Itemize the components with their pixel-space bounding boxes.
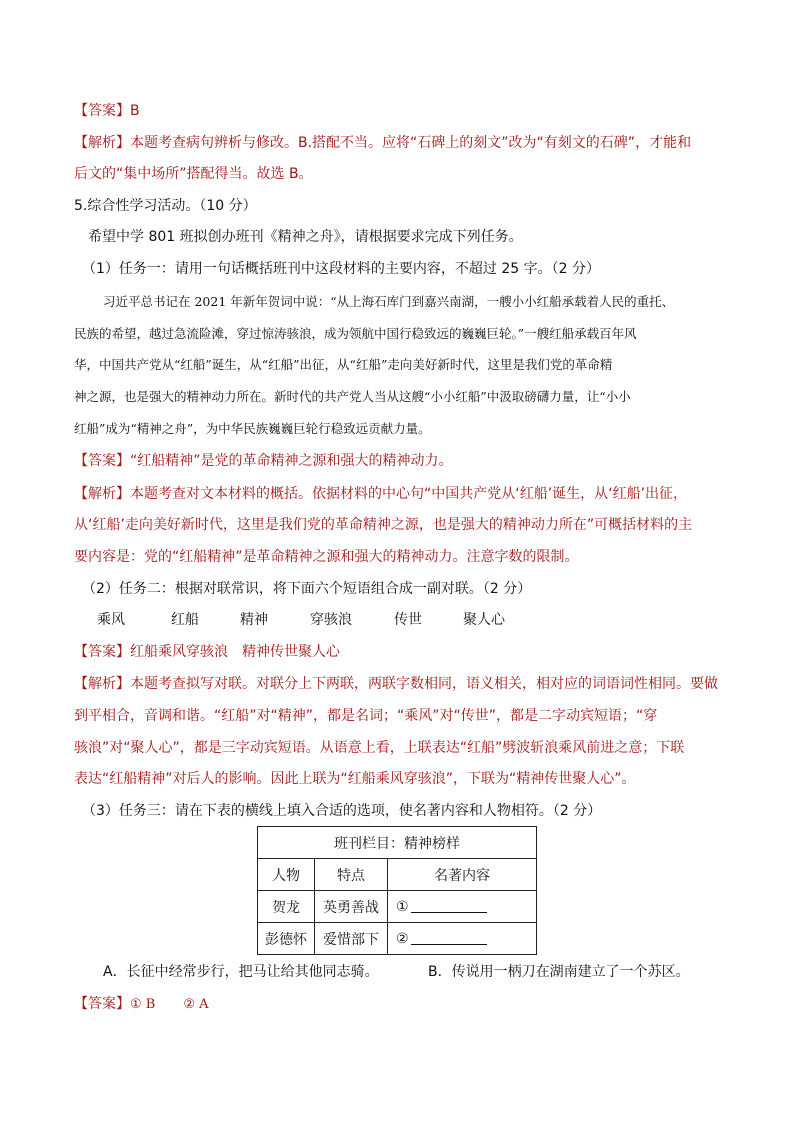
table-cell-content bbox=[388, 923, 537, 955]
phrase-item: 传世 bbox=[394, 612, 422, 628]
phrase-item: 乘风 bbox=[97, 612, 125, 628]
phrase-item: 精神 bbox=[240, 612, 268, 628]
analysis-label: 【解析】 bbox=[74, 486, 130, 502]
answer-text: B bbox=[130, 103, 140, 119]
option-b: B．传说用一柄刀在湖南建立了一个苏区。 bbox=[428, 964, 690, 980]
phrase-item: 聚人心 bbox=[463, 612, 505, 628]
table-cell-content bbox=[388, 891, 537, 923]
task-1-prompt: （1）任务一：请用一句话概括班刊中这段材料的主要内容，不超过 25 字。（2 分） bbox=[82, 261, 600, 277]
material-line-4: 神之源，也是强大的精神动力所在。新时代的共产党人当从这艘“小小红船”中汲取磅礴力量，让“小小 bbox=[74, 389, 631, 404]
question-5-intro: 希望中学 801 班拟创办班刊《精神之舟》，请根据要求完成下列任务。 bbox=[88, 229, 523, 245]
analysis-3-line-2: 到平相合，音调和谐。“红船”对“精神”，都是名词；“乘风”对“传世”，都是二字动宾短语；“穿 bbox=[74, 708, 658, 724]
answer-label: 【答案】 bbox=[74, 996, 130, 1012]
material-line-5: 红船”成为“精神之舟”，为中华民族巍巍巨轮行稳致远贡献力量。 bbox=[74, 421, 431, 436]
table-header-row bbox=[258, 859, 537, 891]
table-cell-trait: 爱惜部下 bbox=[315, 923, 388, 955]
fill-blank-line[interactable] bbox=[411, 898, 487, 913]
material-line-1: 习近平总书记在 2021 年新年贺词中说：“从上海石库门到嘉兴南湖，一艘小小红船承载着人民的重托、 bbox=[103, 294, 675, 309]
task-3-prompt: （3）任务三：请在下表的横线上填入合适的选项，使名著内容和人物相符。（2 分） bbox=[82, 803, 602, 819]
analysis-label: 【解析】 bbox=[74, 676, 130, 692]
task-2-prompt: （2）任务二：根据对联常识，将下面六个短语组合成一副对联。（2 分） bbox=[82, 581, 532, 597]
phrase-item: 红船 bbox=[171, 612, 199, 628]
analysis-text: 本题考查拟写对联。对联分上下两联，两联字数相同，语义相关，相对应的词语词性相同。要做 bbox=[130, 676, 718, 692]
option-a: A．长征中经常步行，把马让给其他同志骑。 bbox=[103, 964, 379, 980]
analysis-text: 本题考查病句辨析与修改。B.搭配不当。应将“石碑上的刻文”改为“有刻文的石碑”，才能和 bbox=[130, 135, 692, 151]
analysis-label: 【解析】 bbox=[74, 135, 130, 151]
answer-text: “红船精神”是党的革命精神之源和强大的精神动力。 bbox=[130, 453, 453, 469]
table-caption: 班刊栏目：精神榜样 bbox=[258, 827, 537, 859]
table-caption-row bbox=[258, 827, 537, 859]
analysis-2-line-2: 从‘红船’走向美好新时代，这里是我们党的革命精神之源，也是强大的精神动力所在”可概括材料的主 bbox=[74, 517, 693, 533]
analysis-3-line-3: 骇浪”对“聚人心”，都是三字动宾短语。从语意上看，上联表达“红船”劈波斩浪乘风前进之意；下联 bbox=[74, 740, 685, 756]
table-cell-person: 贺龙 bbox=[258, 891, 315, 923]
table-row bbox=[258, 891, 537, 923]
table-header-cell: 特点 bbox=[315, 859, 388, 891]
answer-line-4 bbox=[74, 994, 209, 1015]
analysis-3-line-1 bbox=[74, 674, 718, 694]
question-5-title: 5.综合性学习活动。（10 分） bbox=[74, 198, 257, 214]
analysis-3-line-4: 表达“红船精神”对后人的影响。因此上联为“红船乘风穿骇浪”，下联为“精神传世聚人心”。 bbox=[74, 771, 636, 787]
table-header-cell: 名著内容 bbox=[388, 859, 537, 891]
analysis-text: 本题考查对文本材料的概括。依据材料的中心句“中国共产党从‘红船’诞生，从‘红船’出征， bbox=[130, 486, 688, 502]
analysis-2-line-3: 要内容是：党的“红船精神”是革命精神之源和强大的精神动力。注意字数的限制。 bbox=[74, 549, 579, 565]
fill-blank-line[interactable] bbox=[411, 930, 487, 945]
answer-part-1: ① B bbox=[130, 997, 156, 1012]
material-line-2: 民族的希望，越过急流险滩，穿过惊涛骇浪，成为领航中国行稳致远的巍巍巨轮。”一艘红船承载百年风 bbox=[74, 326, 637, 341]
answer-label: 【答案】 bbox=[74, 453, 130, 469]
answer-label: 【答案】 bbox=[74, 644, 130, 660]
phrase-item: 穿骇浪 bbox=[310, 612, 352, 628]
answer-line-2 bbox=[74, 451, 453, 471]
blank-marker: ② bbox=[396, 931, 409, 947]
analysis-1-line-2: 后文的“集中场所”搭配得当。故选 B。 bbox=[74, 166, 313, 182]
table-cell-person: 彭德怀 bbox=[258, 923, 315, 955]
table-header-cell: 人物 bbox=[258, 859, 315, 891]
analysis-2-line-1 bbox=[74, 484, 687, 504]
answer-line-3 bbox=[74, 642, 340, 662]
material-line-3: 华，中国共产党从“红船”诞生，从“红船”出征，从“红船”走向美好新时代，这里是我们党的革命精 bbox=[74, 357, 613, 372]
analysis-1-line-1 bbox=[74, 133, 691, 153]
answer-line-1 bbox=[74, 101, 140, 121]
answer-text: 红船乘风穿骇浪 精神传世聚人心 bbox=[130, 644, 340, 660]
answer-part-2: ② A bbox=[183, 997, 209, 1012]
model-table bbox=[257, 826, 537, 955]
answer-label: 【答案】 bbox=[74, 103, 130, 119]
table-row bbox=[258, 923, 537, 955]
table-cell-trait: 英勇善战 bbox=[315, 891, 388, 923]
blank-marker: ① bbox=[396, 899, 409, 915]
